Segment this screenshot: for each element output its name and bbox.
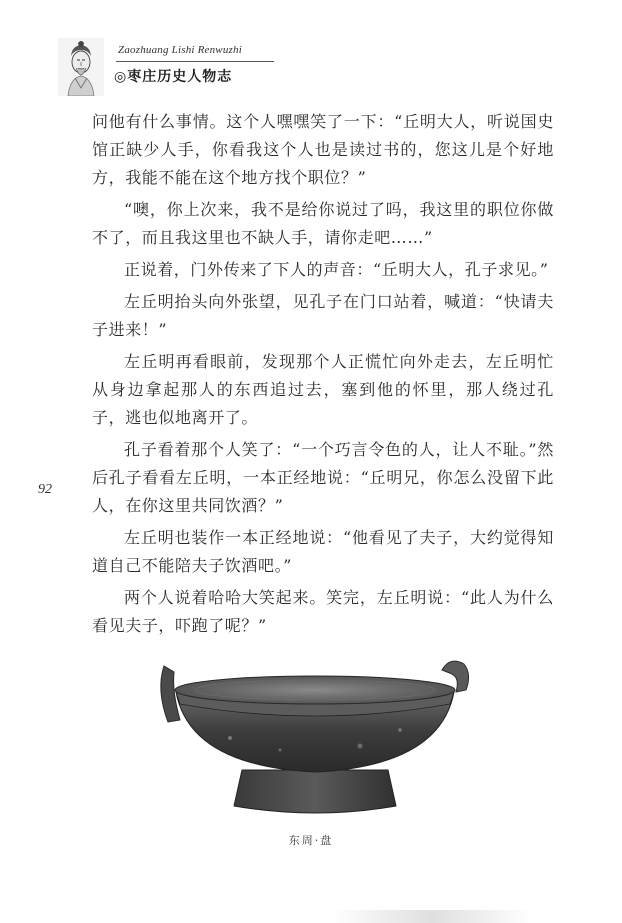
paragraph: 正说着，门外传来了下人的声音：“丘明大人，孔子求见。” bbox=[124, 260, 549, 279]
bronze-basin-icon bbox=[150, 650, 480, 818]
paragraph: 孔子看着那个人笑了：“一个巧言令色的人，让人不耻。”然后孔子看看左丘明，一本正经地说：“丘明兄，你怎么没留下此人，在你这里共同饮酒？” bbox=[92, 440, 554, 515]
scan-smudge bbox=[332, 910, 532, 923]
header-book-title: ◎枣庄历史人物志 bbox=[114, 69, 233, 85]
paragraph: 两个人说着哈哈大笑起来。笑完，左丘明说：“此人为什么看见夫子，吓跑了呢？” bbox=[92, 588, 554, 635]
scholar-portrait-icon bbox=[58, 38, 104, 96]
body-text bbox=[92, 108, 554, 644]
page-number: 92 bbox=[38, 482, 52, 497]
figure-caption: 东周·盘 bbox=[288, 834, 334, 847]
paragraph: 左丘明也装作一本正经地说：“他看见了夫子，大约觉得知道自己不能陪夫子饮酒吧。” bbox=[92, 528, 554, 575]
paragraph: 左丘明再看眼前，发现那个人正慌忙向外走去，左丘明忙从身边拿起那人的东西追过去，塞到他的怀里，那人绕过孔子，逃也似地离开了。 bbox=[92, 352, 554, 427]
header-divider bbox=[116, 61, 274, 62]
running-header bbox=[58, 38, 278, 100]
paragraph: 问他有什么事情。这个人嘿嘿笑了一下：“丘明大人，听说国史馆正缺少人手，你看我这个人也是读过书的，您这儿是个好地方，我能不能在这个地方找个职位？” bbox=[92, 112, 554, 187]
paragraph: 左丘明抬头向外张望，见孔子在门口站着，喊道：“快请夫子进来！” bbox=[92, 292, 554, 339]
header-latin-title: Zaozhuang Lishi Renwuzhi bbox=[118, 44, 242, 56]
paragraph: “噢，你上次来，我不是给你说过了吗，我这里的职位你做不了，而且我这里也不缺人手，请你走吧……” bbox=[92, 200, 554, 247]
